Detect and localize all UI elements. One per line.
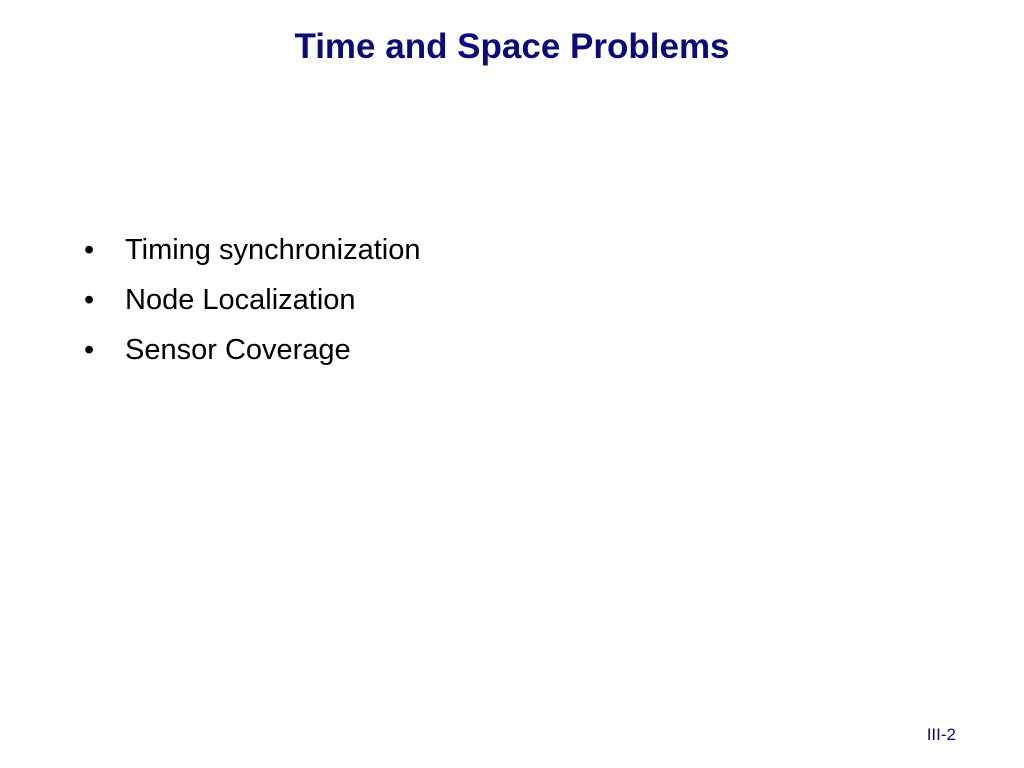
bullet-icon: • (84, 334, 95, 366)
bullet-item-node-localization (84, 278, 421, 328)
bullet-text: Timing synchronization (125, 234, 421, 266)
bullet-item-sensor-coverage (84, 328, 421, 378)
slide-title: Time and Space Problems (294, 27, 730, 66)
bullet-icon: • (84, 284, 95, 316)
bullet-text: Node Localization (125, 284, 356, 316)
page-number: III-2 (926, 725, 956, 744)
bullet-list (84, 228, 421, 378)
bullet-icon: • (84, 234, 95, 266)
bullet-item-timing-synchronization (84, 228, 421, 278)
bullet-text: Sensor Coverage (125, 334, 351, 366)
